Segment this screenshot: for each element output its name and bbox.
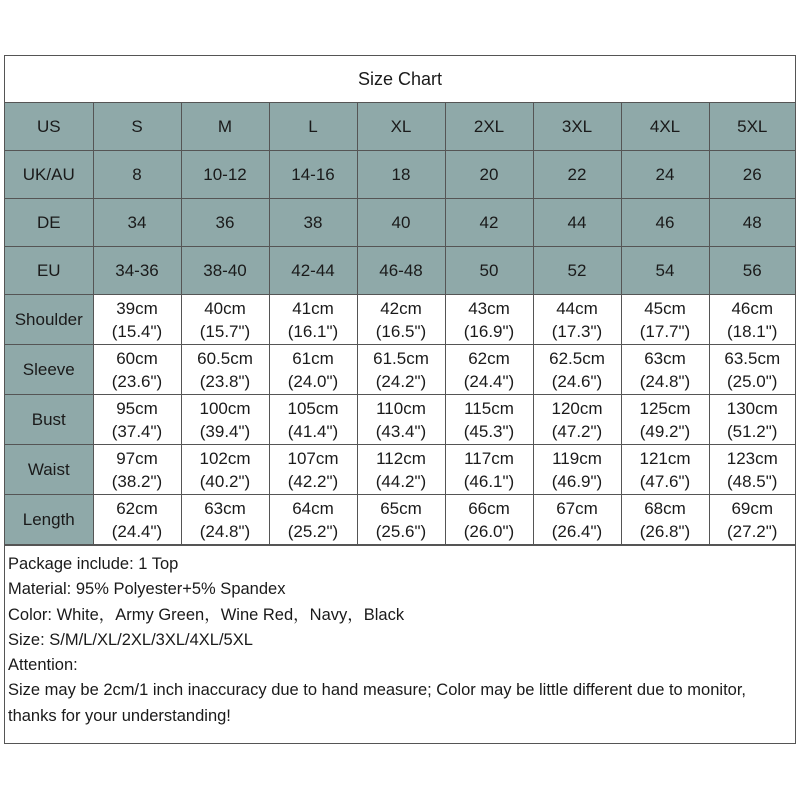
measurement-cell [93, 445, 181, 495]
cm-value: 97cm [116, 448, 158, 468]
size-cell: 50 [445, 247, 533, 295]
measurement-cell [709, 445, 795, 495]
inch-value: (26.4") [551, 521, 603, 541]
measurement-row [5, 395, 795, 445]
measurement-cell [709, 395, 795, 445]
cm-value: 105cm [287, 398, 339, 418]
note-line: Size: S/M/L/XL/2XL/3XL/4XL/5XL [8, 630, 253, 649]
cm-value: 62cm [116, 498, 158, 518]
measurement-label: Bust [5, 395, 93, 445]
size-cell: 38 [269, 199, 357, 247]
size-cell: 5XL [709, 103, 795, 151]
cm-value: 69cm [731, 498, 774, 518]
inch-value: (47.2") [551, 421, 603, 441]
measurement-cell [445, 445, 533, 495]
size-cell: 14-16 [269, 151, 357, 199]
note-line: Package include: 1 Top [8, 555, 179, 573]
measurement-cell [533, 295, 621, 345]
measurement-cell [181, 445, 269, 495]
measurement-cell [181, 395, 269, 445]
cm-value: 41cm [292, 298, 334, 318]
measurement-cell [269, 445, 357, 495]
cm-value: 39cm [116, 298, 158, 318]
cm-value: 112cm [376, 448, 426, 468]
measurement-cell [533, 395, 621, 445]
measurement-label: Waist [5, 445, 93, 495]
measurement-cell [357, 345, 445, 395]
cm-value: 60cm [116, 348, 158, 368]
inch-value: (38.2") [111, 471, 163, 491]
size-cell: 4XL [621, 103, 709, 151]
inch-value: (49.2") [639, 421, 691, 441]
measurement-cell [533, 445, 621, 495]
inch-value: (15.4") [111, 321, 163, 341]
inch-value: (27.2") [727, 521, 778, 541]
note-line: Size may be 2cm/1 inch inaccuracy due to hand measure; Color may be little different due to monitor, thanks for your understanding! [8, 681, 746, 725]
inch-value: (46.1") [463, 471, 515, 491]
measurement-row [5, 495, 795, 545]
inch-value: (45.3") [463, 421, 515, 441]
inch-value: (16.5") [375, 321, 427, 341]
measurement-cell [621, 445, 709, 495]
measurement-cell [533, 345, 621, 395]
measurement-cell [621, 495, 709, 545]
size-table [5, 103, 795, 545]
inch-value: (48.5") [727, 471, 778, 491]
size-cell: 34 [93, 199, 181, 247]
cm-value: 43cm [468, 298, 510, 318]
inch-value: (24.2") [375, 371, 427, 391]
chart-title: Size Chart [5, 56, 795, 103]
cm-value: 120cm [551, 398, 603, 418]
size-cell: 36 [181, 199, 269, 247]
size-cell: 46 [621, 199, 709, 247]
cm-value: 95cm [116, 398, 158, 418]
inch-value: (16.9") [463, 321, 515, 341]
size-row [5, 247, 795, 295]
cm-value: 64cm [292, 498, 334, 518]
measurement-cell [269, 495, 357, 545]
measurement-cell [357, 295, 445, 345]
inch-value: (26.8") [639, 521, 691, 541]
size-cell: S [93, 103, 181, 151]
measurement-cell [621, 395, 709, 445]
inch-value: (17.7") [639, 321, 691, 341]
row-label: EU [5, 247, 93, 295]
cm-value: 130cm [726, 398, 778, 418]
measurement-row [5, 445, 795, 495]
size-cell: 20 [445, 151, 533, 199]
measurement-cell [357, 395, 445, 445]
inch-value: (24.8") [199, 521, 251, 541]
inch-value: (47.6") [639, 471, 691, 491]
measurement-cell [621, 295, 709, 345]
cm-value: 115cm [464, 398, 514, 418]
inch-value: (39.4") [199, 421, 251, 441]
inch-value: (24.0") [287, 371, 339, 391]
cm-value: 44cm [556, 298, 598, 318]
measurement-cell [357, 495, 445, 545]
measurement-row [5, 295, 795, 345]
cm-value: 61cm [292, 348, 334, 368]
measurement-row [5, 345, 795, 395]
measurement-cell [181, 345, 269, 395]
note-line: Color: White，Army Green，Wine Red，Navy，Black [8, 605, 405, 624]
measurement-cell [709, 295, 795, 345]
measurement-cell [181, 295, 269, 345]
inch-value: (41.4") [287, 421, 339, 441]
cm-value: 60.5cm [197, 348, 253, 368]
size-chart-sheet [4, 55, 796, 744]
cm-value: 117cm [464, 448, 514, 468]
cm-value: 110cm [376, 398, 426, 418]
measurement-cell [357, 445, 445, 495]
size-cell: 48 [709, 199, 795, 247]
inch-value: (40.2") [199, 471, 251, 491]
size-cell: 52 [533, 247, 621, 295]
size-cell: 42 [445, 199, 533, 247]
size-cell: 24 [621, 151, 709, 199]
inch-value: (16.1") [287, 321, 339, 341]
measurement-cell [445, 295, 533, 345]
size-cell: 2XL [445, 103, 533, 151]
inch-value: (25.6") [375, 521, 427, 541]
size-cell: 38-40 [181, 247, 269, 295]
cm-value: 62.5cm [549, 348, 605, 368]
cm-value: 45cm [644, 298, 686, 318]
size-cell: 56 [709, 247, 795, 295]
measurement-cell [269, 295, 357, 345]
size-cell: 44 [533, 199, 621, 247]
measurement-cell [93, 495, 181, 545]
cm-value: 125cm [639, 398, 691, 418]
measurement-label: Shoulder [5, 295, 93, 345]
measurement-cell [93, 295, 181, 345]
inch-value: (25.2") [287, 521, 339, 541]
measurement-cell [709, 495, 795, 545]
size-cell: 46-48 [357, 247, 445, 295]
inch-value: (37.4") [111, 421, 163, 441]
inch-value: (25.0") [727, 371, 778, 391]
size-cell: 3XL [533, 103, 621, 151]
measurement-cell [181, 495, 269, 545]
size-cell: 42-44 [269, 247, 357, 295]
measurement-cell [445, 495, 533, 545]
measurement-cell [621, 345, 709, 395]
row-label: UK/AU [5, 151, 93, 199]
cm-value: 123cm [726, 448, 778, 468]
size-cell: XL [357, 103, 445, 151]
inch-value: (17.3") [551, 321, 603, 341]
product-notes [5, 545, 795, 729]
inch-value: (23.6") [111, 371, 163, 391]
inch-value: (18.1") [727, 321, 778, 341]
size-cell: 22 [533, 151, 621, 199]
measurement-cell [709, 345, 795, 395]
measurement-cell [269, 395, 357, 445]
cm-value: 100cm [199, 398, 251, 418]
cm-value: 42cm [380, 298, 422, 318]
cm-value: 63.5cm [724, 348, 781, 368]
measurement-label: Sleeve [5, 345, 93, 395]
cm-value: 63cm [644, 348, 686, 368]
size-cell: 54 [621, 247, 709, 295]
size-cell: 18 [357, 151, 445, 199]
inch-value: (23.8") [199, 371, 251, 391]
cm-value: 107cm [287, 448, 339, 468]
size-row [5, 151, 795, 199]
inch-value: (43.4") [375, 421, 427, 441]
measurement-cell [445, 395, 533, 445]
size-cell: 8 [93, 151, 181, 199]
measurement-cell [445, 345, 533, 395]
size-cell: 26 [709, 151, 795, 199]
note-line: Material: 95% Polyester+5% Spandex [8, 580, 286, 599]
size-cell: 10-12 [181, 151, 269, 199]
inch-value: (24.8") [639, 371, 691, 391]
measurement-cell [269, 345, 357, 395]
inch-value: (44.2") [375, 471, 427, 491]
inch-value: (26.0") [463, 521, 515, 541]
cm-value: 63cm [204, 498, 246, 518]
cm-value: 65cm [380, 498, 422, 518]
size-cell: 34-36 [93, 247, 181, 295]
measurement-cell [93, 395, 181, 445]
size-cell: 40 [357, 199, 445, 247]
row-label: US [5, 103, 93, 151]
inch-value: (42.2") [287, 471, 339, 491]
cm-value: 61.5cm [373, 348, 429, 368]
cm-value: 102cm [199, 448, 251, 468]
size-table-body [5, 103, 795, 545]
size-cell: L [269, 103, 357, 151]
cm-value: 68cm [644, 498, 686, 518]
size-row [5, 199, 795, 247]
measurement-cell [533, 495, 621, 545]
note-line: Attention: [8, 656, 78, 675]
row-label: DE [5, 199, 93, 247]
cm-value: 46cm [731, 298, 774, 318]
cm-value: 66cm [468, 498, 510, 518]
cm-value: 40cm [204, 298, 246, 318]
size-row [5, 103, 795, 151]
inch-value: (24.4") [463, 371, 515, 391]
measurement-cell [93, 345, 181, 395]
cm-value: 67cm [556, 498, 598, 518]
measurement-label: Length [5, 495, 93, 545]
inch-value: (15.7") [199, 321, 251, 341]
cm-value: 119cm [552, 448, 602, 468]
inch-value: (46.9") [551, 471, 603, 491]
cm-value: 121cm [639, 448, 691, 468]
inch-value: (24.6") [551, 371, 603, 391]
size-cell: M [181, 103, 269, 151]
inch-value: (51.2") [727, 421, 778, 441]
inch-value: (24.4") [111, 521, 163, 541]
cm-value: 62cm [468, 348, 510, 368]
